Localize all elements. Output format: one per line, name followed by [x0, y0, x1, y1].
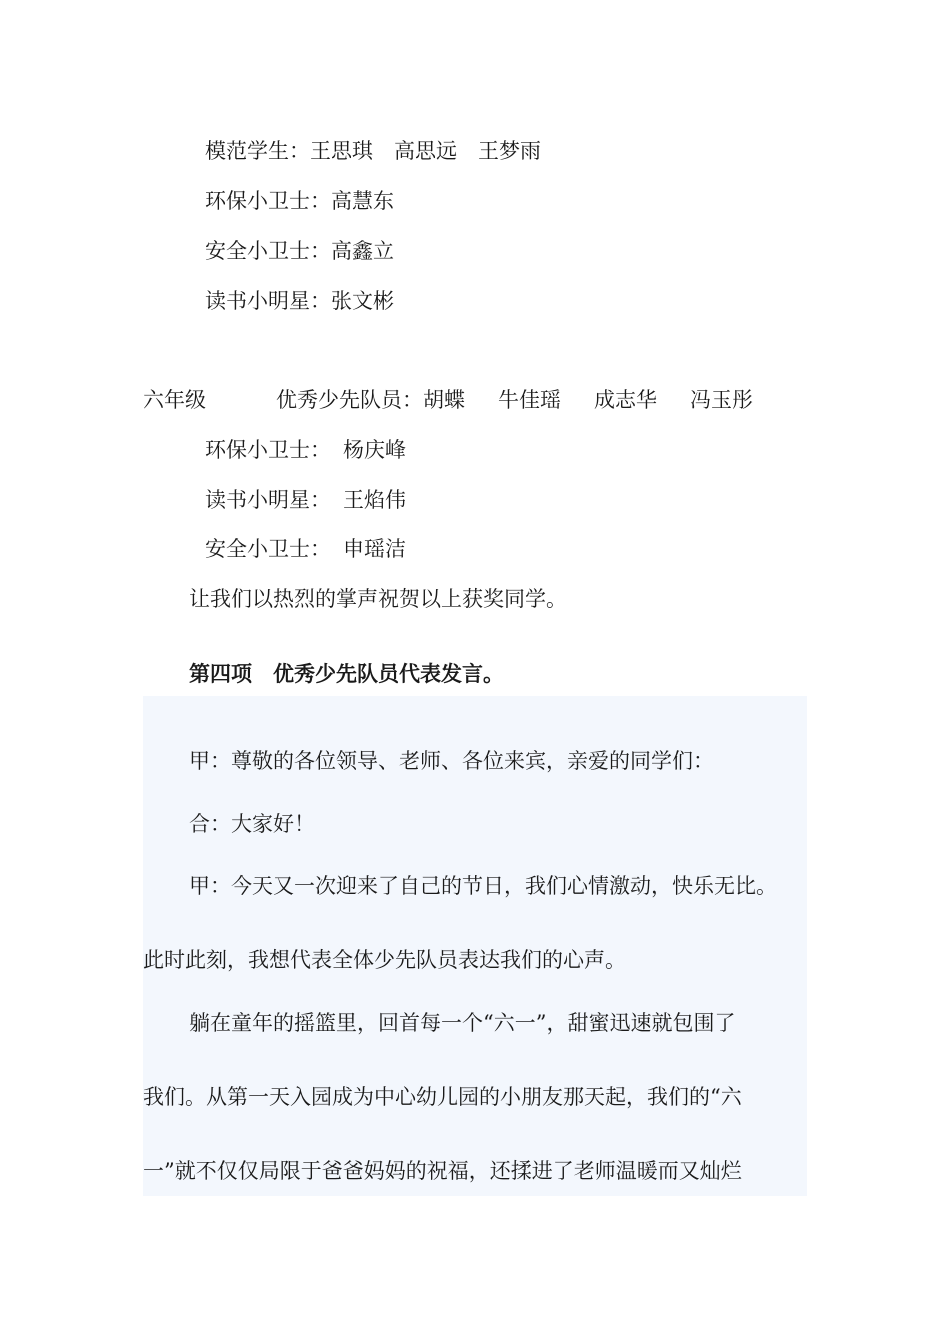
speech-line: 我们。从第一天入园成为中心幼儿园的小朋友那天起，我们的“六 — [143, 1085, 742, 1109]
award-category: 安全小卫士： — [205, 239, 331, 263]
award-name: 杨庆峰 — [343, 438, 406, 462]
award-category: 读书小明星： — [205, 289, 331, 313]
award-category: 模范学生： — [205, 139, 310, 163]
award-name: 成志华 — [594, 388, 657, 412]
award-line-eco-guard — [205, 188, 394, 214]
award-category: 读书小明星： — [205, 488, 331, 512]
award-name: 王思琪 — [310, 139, 373, 163]
award-name: 牛佳瑶 — [498, 388, 561, 412]
award-name: 胡蝶 — [423, 388, 465, 412]
award-category: 环保小卫士： — [205, 189, 331, 213]
grade-label: 六年级 — [143, 388, 206, 412]
award-name: 王焰伟 — [343, 488, 406, 512]
award-category: 安全小卫士： — [205, 537, 331, 561]
grade6-award-eco — [205, 437, 406, 463]
award-name: 冯玉彤 — [690, 388, 753, 412]
grade6-award-reading — [205, 487, 406, 513]
award-name: 高思远 — [394, 139, 457, 163]
award-line-reading-star — [205, 288, 394, 314]
award-name: 高慧东 — [331, 189, 394, 213]
grade6-excellent-line — [143, 387, 753, 413]
award-name: 王梦雨 — [478, 139, 541, 163]
award-name: 张文彬 — [331, 289, 394, 313]
speech-line: 甲：今天又一次迎来了自己的节日，我们心情激动，快乐无比。 — [189, 874, 777, 898]
section4-heading: 第四项 优秀少先队员代表发言。 — [189, 661, 504, 686]
award-line-model-student — [205, 138, 541, 164]
speech-line: 此时此刻，我想代表全体少先队员表达我们的心声。 — [143, 948, 626, 972]
grade6-award-safety — [205, 536, 406, 562]
speech-line: 一”就不仅仅局限于爸爸妈妈的祝福，还揉进了老师温暖而又灿烂 — [143, 1159, 742, 1183]
speech-line: 躺在童年的摇篮里，回首每一个“六一”，甜蜜迅速就包围了 — [189, 1011, 736, 1035]
award-name: 申瑶洁 — [343, 537, 406, 561]
speech-line: 甲：尊敬的各位领导、老师、各位来宾，亲爱的同学们： — [189, 749, 714, 773]
award-name: 高鑫立 — [331, 239, 394, 263]
award-line-safety-guard — [205, 238, 394, 264]
award-category: 环保小卫士： — [205, 438, 331, 462]
award-category: 优秀少先队员： — [276, 388, 423, 412]
congrats-text: 让我们以热烈的掌声祝贺以上获奖同学。 — [189, 587, 567, 611]
speech-line: 合：大家好！ — [189, 812, 315, 836]
